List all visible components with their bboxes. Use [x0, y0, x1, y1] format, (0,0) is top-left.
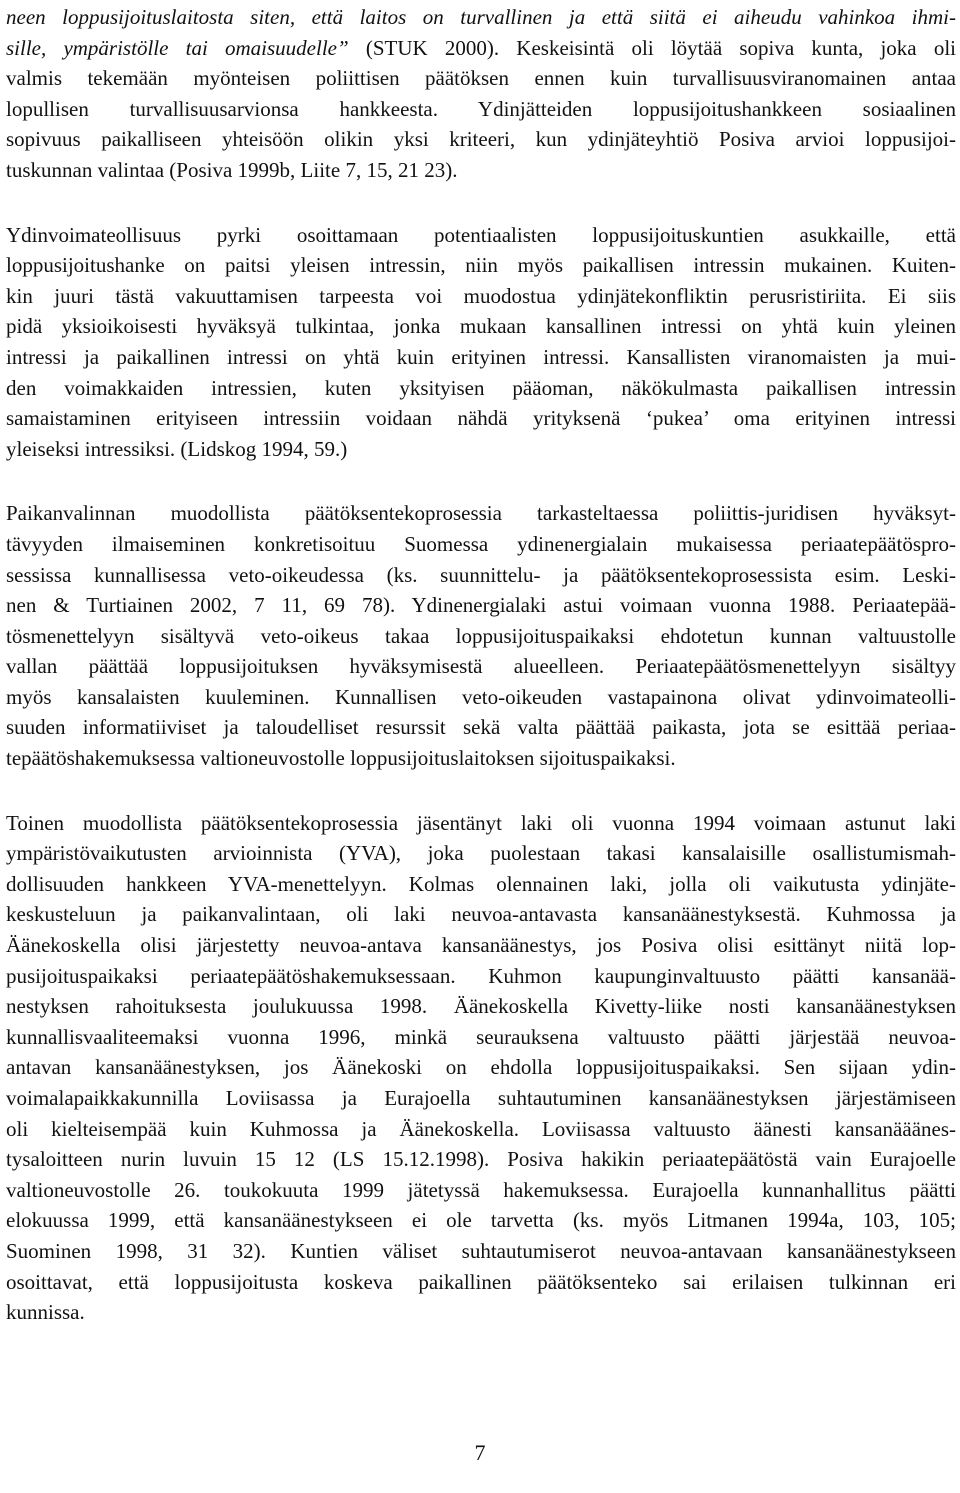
text-line: Ydinvoimateollisuus pyrki osoittamaan potentiaalisten loppusijoituskuntien asukkaille, että	[6, 222, 956, 247]
text-line: Toinen muodollista päätöksentekoprosessia jäsentänyt laki oli vuonna 1994 voimaan astunut laki	[6, 810, 956, 835]
paragraph-4	[6, 808, 956, 1328]
text-line: pusijoituspaikaksi periaatepäätöshakemuksessaan. Kuhmon kaupunginvaltuusto päätti kansanää-	[6, 963, 956, 988]
text-line: tysaloitteen nurin luvuin 15 12 (LS 15.12.1998). Posiva hakikin periaatepäätöstä vain Eurajoelle	[6, 1147, 956, 1172]
text-line: suuden informatiiviset ja taloudelliset resurssit sekä valta päättää paikasta, jota se esittää periaa-	[6, 715, 956, 740]
text-line: Paikanvalinnan muodollista päätöksentekoprosessia tarkasteltaessa poliittis-juridisen hyväksyt-	[6, 501, 956, 526]
text-line: valtioneuvostolle 26. toukokuuta 1999 jätetyssä hakemuksessa. Eurajoella kunnanhallitus päätti	[6, 1177, 956, 1202]
text-line: tösmenettelyyn sisältyvä veto-oikeus takaa loppusijoituspaikaksi ehdotetun kunnan valtuustolle	[6, 623, 956, 648]
text-line: sille, ympäristölle tai omaisuudelle” (STUK 2000). Keskeisintä oli löytää sopiva kunta, joka oli	[6, 35, 956, 60]
text-line: sopivuus paikalliseen yhteisöön olikin yksi kriteeri, kun ydinjäteyhtiö Posiva arvioi loppusijoi-	[6, 127, 956, 152]
text-line: Suominen 1998, 31 32). Kuntien väliset suhtautumiserot neuvoa-antavaan kansanäänestykseen	[6, 1238, 956, 1263]
text-line: tuskunnan valintaa (Posiva 1999b, Liite 7, 15, 21 23).	[6, 157, 458, 182]
text-line: oli kielteisempää kuin Kuhmossa ja Äänekoskella. Loviisassa valtuusto äänesti kansanääänes-	[6, 1116, 956, 1141]
text-line: antavan kansanäänestyksen, jos Äänekoski on ehdolla loppusijoituspaikaksi. Sen sijaan ydin-	[6, 1055, 956, 1080]
text-line: neen loppusijoituslaitosta siten, että laitos on turvallinen ja että siitä ei aiheudu vahinkoa ihmi-	[6, 5, 956, 29]
text-line: voimalapaikkakunnilla Loviisassa ja Eurajoella suhtautuminen kansanäänestyksen järjestämiseen	[6, 1086, 956, 1110]
text-line: kunnissa.	[6, 1300, 85, 1325]
document-page	[6, 2, 956, 1328]
text-line: kunnallisvaaliteemaksi vuonna 1996, minkä seurauksena valtuusto päätti järjestää neuvoa-	[6, 1024, 956, 1049]
page-number: 7	[474, 1440, 486, 1465]
text-line: sessissa kunnallisessa veto-oikeudessa (ks. suunnittelu- ja päätöksentekoprosessista esim. Leski-	[6, 562, 956, 587]
text-line: nestyksen rahoituksesta joulukuussa 1998. Äänekoskella Kivetty-liike nosti kansanäänestyksen	[6, 994, 956, 1019]
text-line: kin juuri tästä vakuuttamisen tarpeesta voi muodostua ydinjätekonfliktin perusristiriita. Ei siis	[6, 283, 956, 308]
text-line: tävyyden ilmaiseminen konkretisoituu Suomessa ydinenergialain mukaisessa periaatepäätöspro-	[6, 531, 956, 556]
text-line: lopullisen turvallisuusarvionsa hankkeesta. Ydinjätteiden loppusijoitushankkeen sosiaalinen	[6, 96, 956, 121]
text-line: nen & Turtiainen 2002, 7 11, 69 78). Ydinenergialaki astui voimaan vuonna 1988. Periaatepää-	[6, 593, 956, 618]
text-line: intressi ja paikallinen intressi on yhtä kuin erityinen intressi. Kansallisten viranomaisten ja mui-	[6, 344, 956, 369]
text-line: osoittavat, että loppusijoitusta koskeva paikallinen päätöksenteko sai erilaisen tulkinnan eri	[6, 1269, 956, 1294]
text-line: valmis tekemään myönteisen poliittisen päätöksen ennen kuin turvallisuusviranomainen antaa	[6, 66, 956, 91]
text-line: yleiseksi intressiksi. (Lidskog 1994, 59.)	[6, 436, 348, 461]
text-line: Äänekoskella olisi järjestetty neuvoa-antava kansanäänestys, jos Posiva olisi esittänyt niitä lop-	[6, 933, 956, 958]
text-line: pidä yksioikoisesti hyväksyä tulkintaa, jonka mukaan kansallinen intressi on yhtä kuin yleinen	[6, 314, 956, 339]
text-line: keskusteluun ja paikanvalintaan, oli laki neuvoa-antavasta kansanäänestyksestä. Kuhmossa ja	[6, 902, 956, 927]
text-line: vallan päättää loppusijoituksen hyväksymisestä alueelleen. Periaatepäätösmenettelyyn sisältyy	[6, 654, 956, 679]
text-line: loppusijoitushanke on paitsi yleisen intressin, niin myös paikallisen intressin mukainen. Kuiten-	[6, 253, 956, 278]
text-line: samaistaminen erityiseen intressiin voidaan nähdä yrityksenä ‘pukea’ oma erityinen intressi	[6, 406, 956, 431]
text-line: tepäätöshakemuksessa valtioneuvostolle loppusijoituslaitoksen sijoituspaikaksi.	[6, 746, 676, 771]
paragraph-2	[6, 220, 956, 465]
paragraph-1	[6, 2, 956, 186]
text-line: elokuussa 1999, että kansanäänestykseen ei ole tarvetta (ks. myös Litmanen 1994a, 103, 105;	[6, 1208, 956, 1233]
paragraph-3	[6, 498, 956, 773]
text-line: ympäristövaikutusten arvioinnista (YVA), joka puolestaan takasi kansalaisille osallistumismah-	[6, 841, 956, 866]
text-line: den voimakkaiden intressien, kuten yksityisen pääoman, näkökulmasta paikallisen intressin	[6, 375, 956, 400]
text-line: dollisuuden hankkeen YVA-menettelyyn. Kolmas olennainen laki, jolla oli vaikutusta ydinjäte-	[6, 871, 956, 896]
text-line: myös kansalaisten kuuleminen. Kunnallisen veto-oikeuden vastapainona olivat ydinvoimateolli-	[6, 684, 956, 709]
